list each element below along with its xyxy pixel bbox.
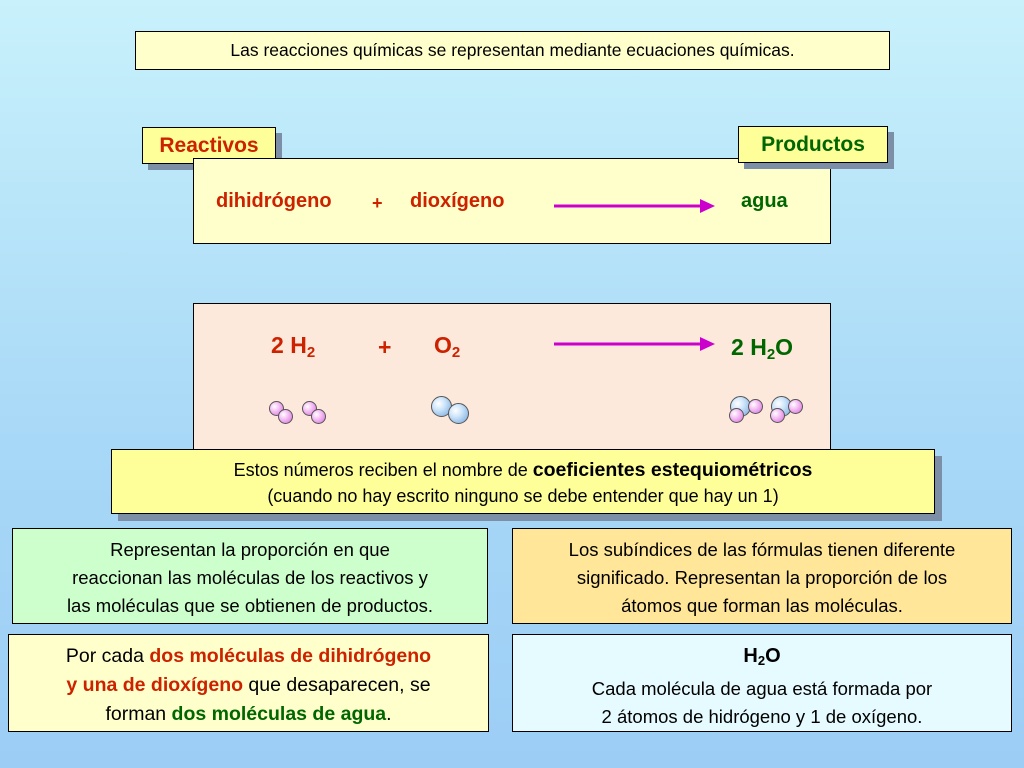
por-cada-middle2: forman: [105, 703, 172, 725]
h2o-coefficient: 2: [731, 334, 744, 360]
h2o-subscript: 2: [766, 346, 776, 363]
subscripts-explanation-box: [512, 528, 1012, 624]
por-cada-prefix: Por cada: [65, 645, 150, 667]
reactant1-name: dihidrógeno: [216, 190, 332, 212]
water-line2: 2 átomos de hidrógeno y 1 de oxígeno.: [601, 706, 923, 727]
reactant2-name: dioxígeno: [410, 190, 505, 212]
water-formula: [513, 642, 1011, 675]
por-cada-line2: [9, 671, 488, 700]
h2o-formula: [731, 334, 793, 363]
label-reactivos: Reactivos: [142, 127, 276, 164]
proportion-line: las moléculas que se obtienen de productos.: [66, 595, 434, 616]
product-name: agua: [741, 190, 788, 212]
coefficient-note: [111, 449, 935, 514]
highlight-agua: dos moléculas de agua: [171, 703, 387, 725]
subscripts-line: átomos que forman las moléculas.: [621, 595, 903, 616]
water-line1: Cada molécula de agua está formada por: [591, 678, 933, 699]
water-formula-sub: 2: [757, 653, 766, 668]
subscripts-line: significado. Representan la proporción de los: [576, 567, 948, 588]
highlight-dihidrogeno: dos moléculas de dihidrógeno: [149, 645, 432, 667]
formula-arrow-icon: [552, 334, 717, 354]
formula-plus-sign: +: [378, 334, 392, 360]
por-cada-suffix: .: [386, 703, 392, 725]
por-cada-middle: que desaparecen, se: [243, 674, 431, 696]
por-cada-box: [8, 634, 489, 732]
h2-symbol: H: [290, 332, 307, 358]
coef-note-line2: (cuando no hay escrito ninguno se debe entender que hay un 1): [267, 486, 779, 506]
names-equation-panel: [193, 158, 831, 244]
proportion-line: Representan la proporción en que: [110, 539, 390, 560]
subscripts-line: Los subíndices de las fórmulas tienen diferente: [568, 539, 956, 560]
h2-coefficient: 2: [271, 332, 284, 358]
coef-note-term: coeficientes estequiométricos: [532, 459, 813, 481]
label-productos: Productos: [738, 126, 888, 163]
por-cada-line3: [9, 700, 488, 729]
water-formula-h: H: [743, 645, 758, 667]
reaction-arrow-icon: [552, 196, 717, 216]
h2-subscript: 2: [306, 344, 316, 361]
o2-formula: [434, 332, 460, 361]
coef-note-line1: [112, 457, 934, 483]
formula-equation-panel: [193, 303, 831, 453]
plus-sign: +: [372, 193, 383, 213]
por-cada-line1: [9, 642, 488, 671]
h2-formula: [271, 332, 315, 361]
h2o-o-symbol: O: [775, 334, 794, 360]
highlight-dioxigeno: y una de dioxígeno: [66, 674, 244, 696]
o2-symbol: O: [434, 332, 452, 358]
water-formula-o: O: [765, 645, 781, 667]
water-explanation-box: [512, 634, 1012, 732]
slide-title: Las reacciones químicas se representan mediante ecuaciones químicas.: [135, 31, 890, 70]
h2o-h-symbol: H: [750, 334, 767, 360]
proportion-explanation-box: [12, 528, 488, 624]
o2-subscript: 2: [451, 344, 461, 361]
coef-note-prefix: Estos números reciben el nombre de: [233, 460, 533, 480]
proportion-line: reaccionan las moléculas de los reactivos y: [72, 567, 428, 588]
